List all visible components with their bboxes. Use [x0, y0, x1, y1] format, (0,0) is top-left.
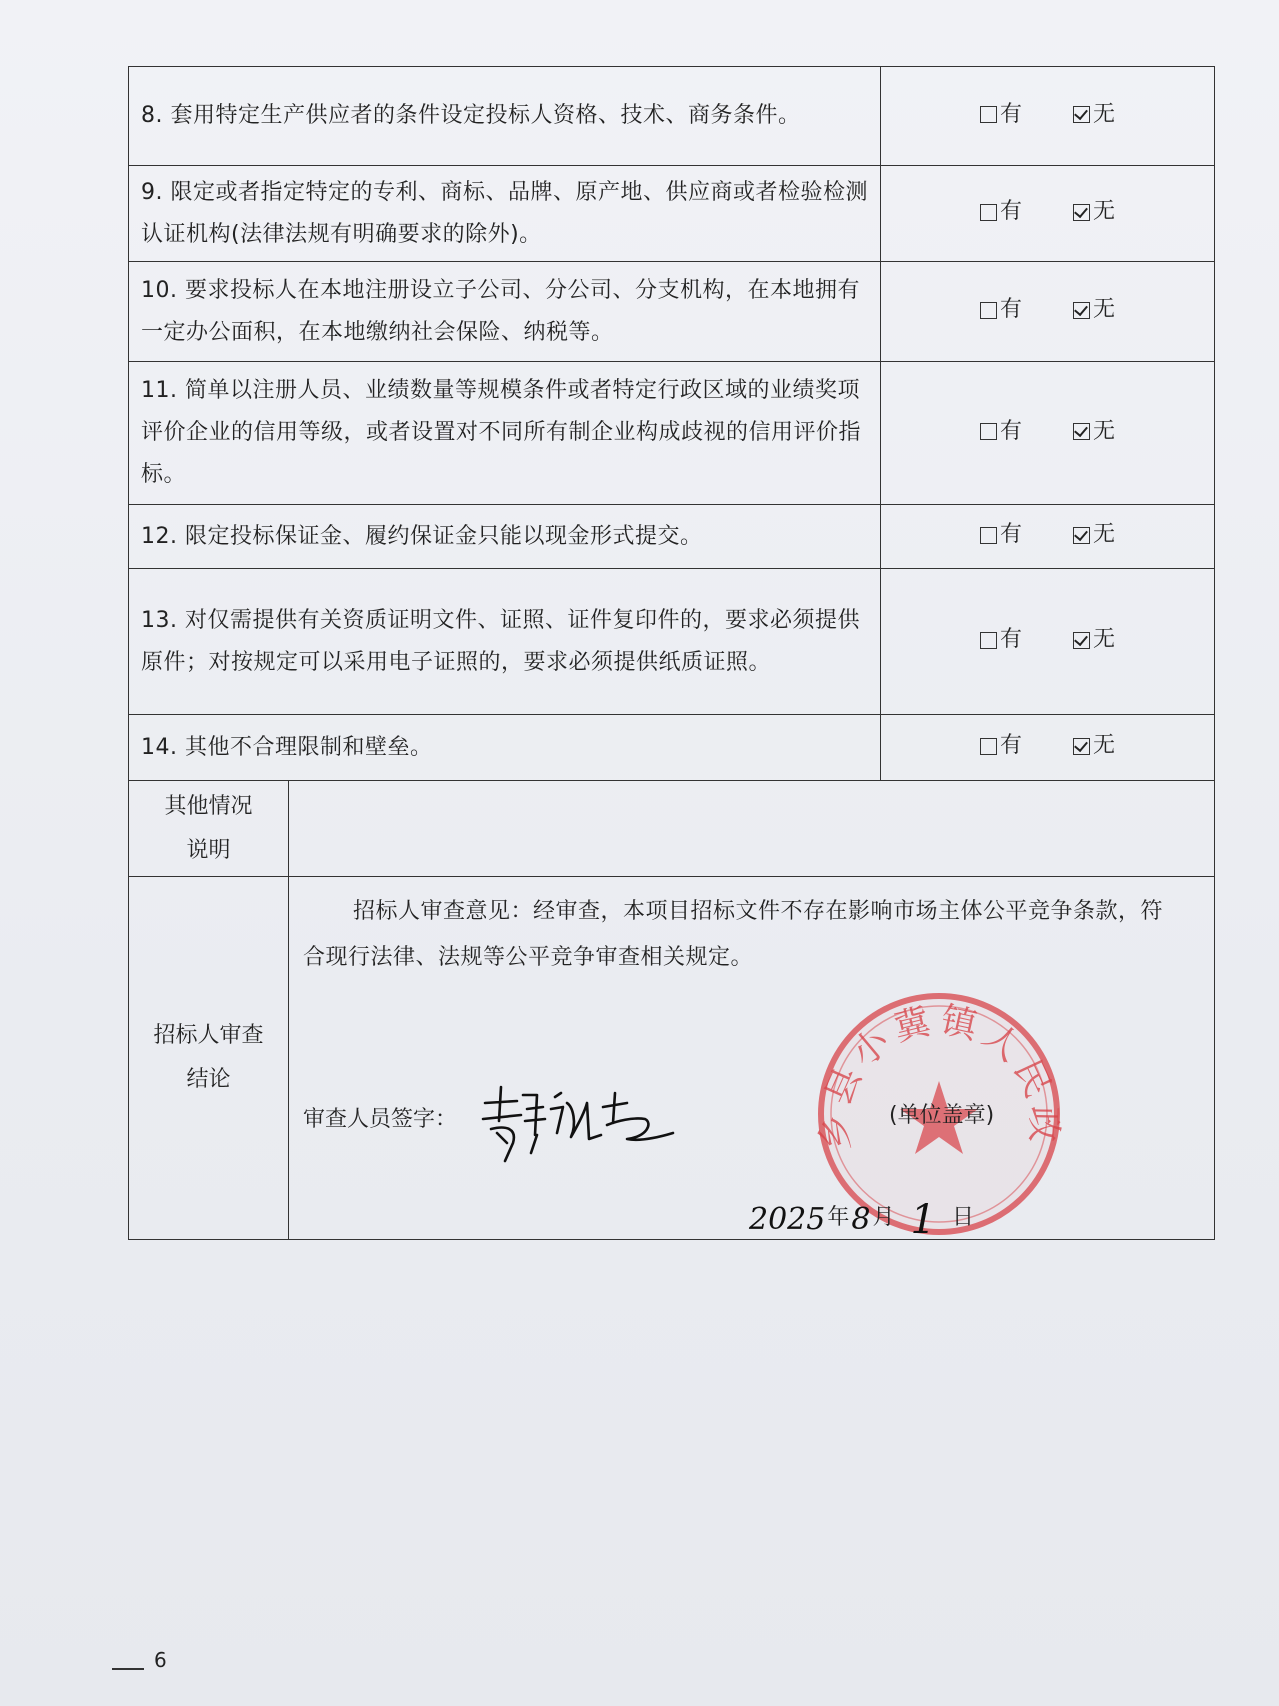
criterion-text: 13. 对仅需提供有关资质证明文件、证照、证件复印件的，要求必须提供原件；对按规定可以采用电子证照的，要求必须提供纸质证照。 — [129, 569, 881, 715]
table-row — [129, 569, 1215, 715]
table-row — [129, 505, 1215, 569]
table-row — [129, 715, 1215, 781]
other-notes-row — [129, 781, 1215, 877]
option-yes[interactable]: 有 — [980, 289, 1022, 331]
option-yes[interactable]: 有 — [980, 514, 1022, 556]
checkbox-unchecked-icon[interactable] — [980, 738, 997, 755]
criterion-options — [881, 166, 1215, 262]
review-opinion-text: 招标人审查意见：经审查，本项目招标文件不存在影响市场主体公平竞争条款，符合现行法律、法规等公平竞争审查相关规定。 — [303, 899, 1164, 970]
conclusion-content — [289, 877, 1215, 1243]
seal-label: (单位盖章) — [889, 1103, 995, 1128]
checkbox-checked-icon[interactable] — [1073, 302, 1090, 319]
option-no[interactable]: 无 — [1073, 191, 1115, 233]
criterion-text: 11. 简单以注册人员、业绩数量等规模条件或者特定行政区域的业绩奖项评价企业的信用等级，或者设置对不同所有制企业构成歧视的信用评价指标。 — [129, 362, 881, 505]
review-date — [749, 1197, 974, 1241]
checkbox-unchecked-icon[interactable] — [980, 527, 997, 544]
checkbox-checked-icon[interactable] — [1073, 423, 1090, 440]
criterion-text: 12. 限定投标保证金、履约保证金只能以现金形式提交。 — [129, 505, 881, 569]
criterion-text: 8. 套用特定生产供应者的条件设定投标人资格、技术、商务条件。 — [129, 67, 881, 166]
checkbox-unchecked-icon[interactable] — [980, 204, 997, 221]
checkbox-checked-icon[interactable] — [1073, 106, 1090, 123]
option-no[interactable]: 无 — [1073, 411, 1115, 453]
conclusion-row — [129, 877, 1215, 1240]
date-month: 8 — [851, 1202, 871, 1237]
label-line: 招标人审查 — [153, 1023, 264, 1048]
checkbox-checked-icon[interactable] — [1073, 527, 1090, 544]
option-no[interactable]: 无 — [1073, 725, 1115, 767]
option-yes[interactable]: 有 — [980, 619, 1022, 661]
option-yes[interactable]: 有 — [980, 94, 1022, 136]
table-row — [129, 166, 1215, 262]
date-day: 1 — [910, 1197, 936, 1243]
option-no[interactable]: 无 — [1073, 514, 1115, 556]
label-line: 结论 — [186, 1067, 231, 1092]
table-row — [129, 67, 1215, 166]
checkbox-unchecked-icon[interactable] — [980, 106, 997, 123]
date-year: 2025 — [749, 1202, 826, 1237]
signature-label: 审查人员签字： — [303, 1107, 458, 1132]
other-notes-content[interactable] — [289, 781, 1215, 877]
conclusion-label — [129, 877, 289, 1240]
table-row — [129, 362, 1215, 505]
checkbox-unchecked-icon[interactable] — [980, 423, 997, 440]
review-form-table — [128, 66, 1215, 1243]
date-year-unit: 年 — [827, 1205, 850, 1230]
criterion-text: 9. 限定或者指定特定的专利、商标、品牌、原产地、供应商或者检验检测认证机构(法律法规有明确要求的除外)。 — [129, 166, 881, 262]
checkbox-unchecked-icon[interactable] — [980, 632, 997, 649]
label-line: 说明 — [186, 837, 231, 863]
date-month-unit: 月 — [872, 1205, 895, 1230]
option-yes[interactable]: 有 — [980, 411, 1022, 453]
criterion-text: 14. 其他不合理限制和壁垒。 — [129, 715, 881, 781]
label-line: 其他情况 — [164, 793, 253, 819]
other-notes-label — [129, 781, 289, 877]
table-row — [129, 262, 1215, 362]
criterion-options — [881, 262, 1215, 362]
checkbox-checked-icon[interactable] — [1073, 738, 1090, 755]
criterion-options — [881, 362, 1215, 505]
seal-text: 乡县小冀镇人民政 — [814, 999, 1064, 1152]
signature-icon — [477, 1073, 677, 1163]
option-no[interactable]: 无 — [1073, 619, 1115, 661]
page-number: 6 — [120, 1648, 167, 1672]
criterion-text: 10. 要求投标人在本地注册设立子公司、分公司、分支机构，在本地拥有一定办公面积，在本地缴纳社会保险、纳税等。 — [129, 262, 881, 362]
checkbox-checked-icon[interactable] — [1073, 632, 1090, 649]
checkbox-checked-icon[interactable] — [1073, 204, 1090, 221]
criterion-options — [881, 67, 1215, 166]
criterion-options — [881, 505, 1215, 569]
option-no[interactable]: 无 — [1073, 94, 1115, 136]
option-no[interactable]: 无 — [1073, 289, 1115, 331]
checkbox-unchecked-icon[interactable] — [980, 302, 997, 319]
date-day-unit: 日 — [951, 1205, 974, 1230]
option-yes[interactable]: 有 — [980, 191, 1022, 233]
handwritten-signature — [477, 1073, 677, 1178]
option-yes[interactable]: 有 — [980, 725, 1022, 767]
criterion-options — [881, 569, 1215, 715]
criterion-options — [881, 715, 1215, 781]
